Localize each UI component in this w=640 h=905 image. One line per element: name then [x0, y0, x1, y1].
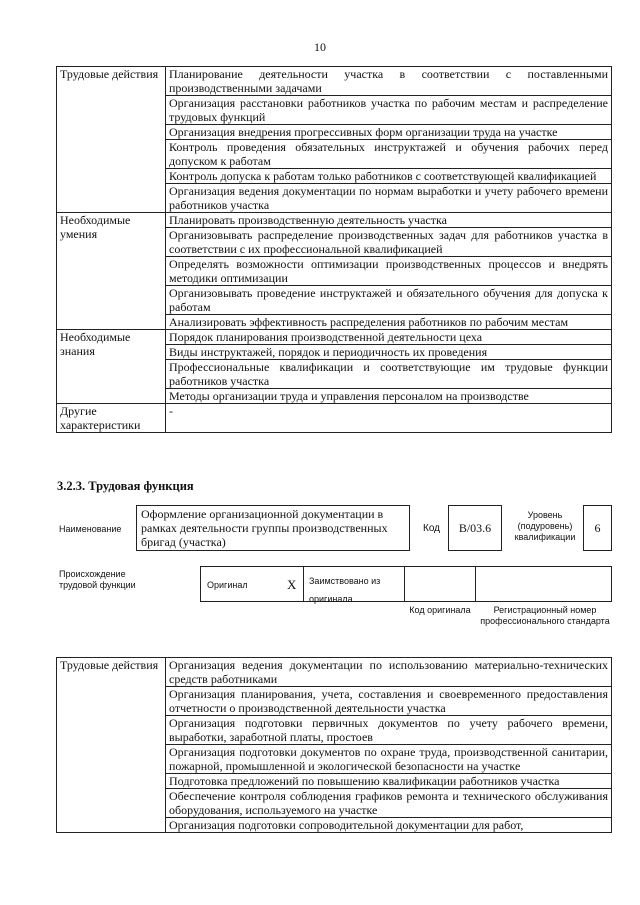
description-cell: Организация планирования, учета, составления и своевременного предоставления отчетности о производственной деятельности участка	[166, 687, 612, 716]
section-title: 3.2.3. Трудовая функция	[57, 479, 194, 493]
description-cell: Анализировать эффективность распределения работников по рабочим местам	[166, 315, 612, 330]
origin-code-box	[404, 566, 476, 602]
original-label: Оригинал	[207, 580, 248, 590]
description-cell: Организовывать распределение производственных задач для работников участка в соответствии с их профессиональной квалификацией	[166, 228, 612, 257]
description-cell: Организация подготовки документов по охране труда, производственной санитарии, пожарной, промышленной и экологической безопасности на участке	[166, 745, 612, 774]
table-row	[57, 404, 612, 433]
description-cell: Планирование деятельности участка в соответствии с поставленными производственными задачами	[166, 67, 612, 96]
borrowed-label: Заимствовано из оригинала	[309, 576, 381, 604]
table-row	[57, 67, 612, 96]
category-cell: Необходимые умения	[57, 213, 166, 330]
code-label: Код	[423, 523, 441, 534]
description-cell: Организация ведения документации по нормам выработки и учету рабочего времени работников участка	[166, 184, 612, 213]
description-cell: Организация подготовки первичных документов по учету рабочего времени, выработки, заработной платы, простоев	[166, 716, 612, 745]
labor-function-table-2	[56, 657, 612, 833]
original-box	[200, 566, 304, 602]
reg-number-box	[475, 566, 612, 602]
description-cell: Виды инструктажей, порядок и периодичность их проведения	[166, 345, 612, 360]
function-name-value: Оформление организационной документации в рамках деятельности группы производственных бригад (участка)	[141, 507, 388, 549]
description-cell: Подготовка предложений по повышению квалификации работников участка	[166, 774, 612, 789]
code-box	[448, 505, 502, 551]
description-cell: Порядок планирования производственной деятельности цеха	[166, 330, 612, 345]
table-row	[57, 658, 612, 687]
function-name-box	[136, 505, 410, 551]
category-cell: Необходимые знания	[57, 330, 166, 404]
description-cell: Организовывать проведение инструктажей и обязательного обучения для допуска к работам	[166, 286, 612, 315]
description-cell: Организация подготовки сопроводительной документации для работ,	[166, 818, 612, 833]
description-cell: Организация расстановки работников участка по рабочим местам и распределение трудовых функций	[166, 96, 612, 125]
reg-caption: Регистрационный номер профессионального стандарта	[480, 605, 610, 626]
table-row	[57, 213, 612, 228]
level-label: Уровень (подуровень) квалификации	[514, 510, 576, 542]
description-cell: Обеспечение контроля соблюдения графиков ремонта и технического обслуживания оборудования, используемого на участке	[166, 789, 612, 818]
name-label: Наименование	[59, 524, 122, 534]
description-cell: Организация ведения документации по использованию материально-технических средств работниками	[166, 658, 612, 687]
labor-function-table	[56, 66, 612, 433]
original-mark: X	[287, 577, 297, 592]
table-row	[57, 330, 612, 345]
description-cell: Методы организации труда и управления персоналом на производстве	[166, 389, 612, 404]
category-cell: Трудовые действия	[57, 658, 166, 833]
description-cell: Профессиональные квалификации и соответствующие им трудовые функции работников участка	[166, 360, 612, 389]
description-cell: Планировать производственную деятельность участка	[166, 213, 612, 228]
category-cell: Трудовые действия	[57, 67, 166, 213]
origin-label: Происхождение трудовой функции	[59, 569, 136, 590]
borrowed-box	[303, 566, 405, 602]
description-cell: Контроль допуска к работам только работников с соответствующей квалификацией	[166, 169, 612, 184]
level-box	[583, 505, 612, 551]
category-cell: Другие характеристики	[57, 404, 166, 433]
description-cell: Определять возможности оптимизации производственных процессов и внедрять методики оптимизации	[166, 257, 612, 286]
description-cell: Организация внедрения прогрессивных форм организации труда на участке	[166, 125, 612, 140]
code-value: B/03.6	[458, 520, 492, 535]
description-cell: Контроль проведения обязательных инструктажей и обучения рабочих перед допуском к работам	[166, 140, 612, 169]
code-caption: Код оригинала	[409, 605, 471, 615]
level-value: 6	[594, 520, 601, 535]
page-number: 10	[314, 40, 326, 54]
description-cell: -	[166, 404, 612, 433]
